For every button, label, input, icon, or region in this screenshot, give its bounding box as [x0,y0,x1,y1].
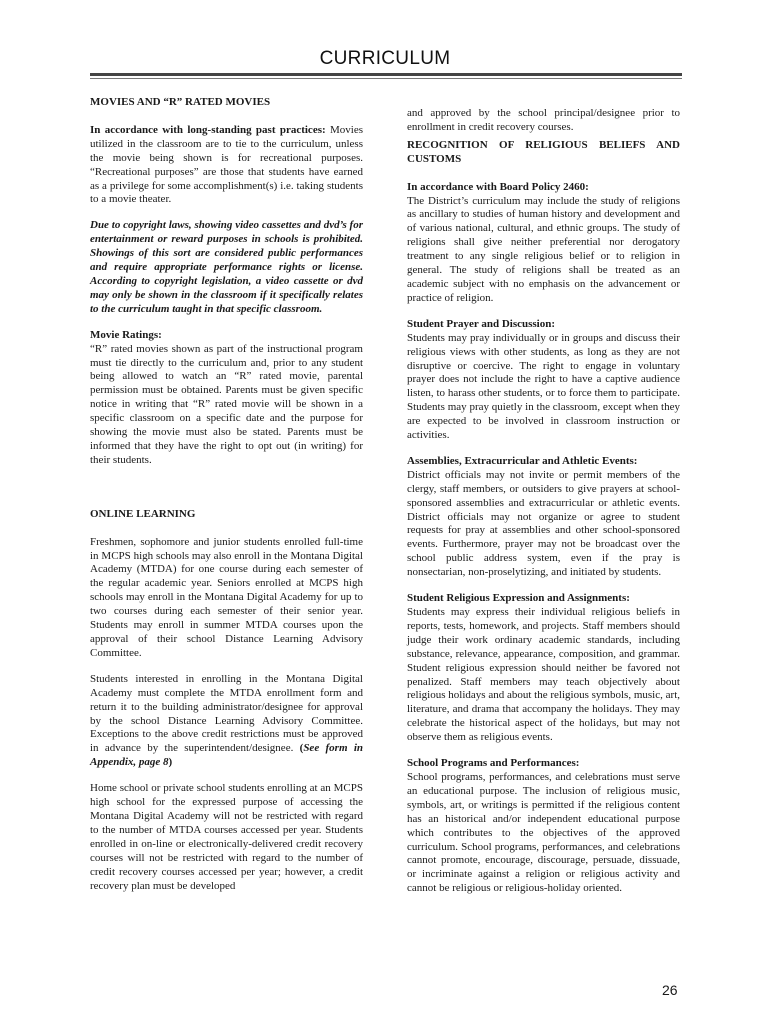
expression-text: Students may express their individual religious beliefs in reports, tests, homework, and projects. Staff members should judge their work ordinary academic standards, including substance, relevance, appearance, composition, and grammar. Student religious expression should neither be favored not penalized. Staff members may teach objectively about religious holidays and about the religious symbols, music, art, literature, and drama that accompany the holidays. They may celebrate the historical aspect of the holidays, but may not observe them as religious events. [407,606,680,744]
header-rule-thin [90,78,682,79]
movies-lead: In accordance with long-standing past practices: [90,123,326,136]
appendix-reference: See form in Appendix, page 8 [90,742,363,769]
movies-section-title: MOVIES AND “R” RATED MOVIES [90,96,271,108]
policy-label: In accordance with Board Policy 2460: [407,180,589,193]
expression-label: Student Religious Expression and Assignments: [407,592,630,605]
appendix-open-paren: ( [299,742,304,755]
movie-ratings-label: Movie Ratings: [90,328,162,341]
religion-section-title: RECOGNITION OF RELIGIOUS BELIEFS AND CUSTOMS [407,138,680,165]
page-number: 26 [662,982,678,998]
left-column [90,96,363,893]
prayer-text: Students may pray individually or in groups and discuss their religious views with other students, as long as they are not disruptive or coercive. The right to engage in voluntary prayer does not include the right to have a captive audience listen, to harass other students, or to force them to participate. Students may pray quietly in the classroom, except when they are expected to be involved in classroom instruction or activities. [407,331,680,442]
programs-label: School Programs and Performances: [407,757,580,770]
policy-text: The District’s curriculum may include the study of religions as ancillary to studies of human history and development and of various national, cultural, and ethnic groups. The study of religions shall give neither preferential nor derogatory treatment to any single religious belief or to religion in general. The study of religions shall be treated as an academic subject with no emphasis on the advancement or practice of religion. [407,194,680,304]
online-paragraph-2 [90,673,363,770]
appendix-close-paren: ) [168,756,173,769]
prayer-label: Student Prayer and Discussion: [407,317,556,330]
online-paragraph-1: Freshmen, sophomore and junior students enrolled full-time in MCPS high schools may also enroll in the Montana Digital Academy (MTDA) for one course during each semester of the regular academic year. Seniors enrolled at MCPS high schools may enroll in the Montana Digital Academy for up to two courses during each semester of their senior year. Students may enroll in summer MTDA courses upon the approval of their school Distance Learning Advisory Committee. [90,535,363,659]
header-rule-thick [90,73,682,76]
movie-ratings-text: “R” rated movies shown as part of the instructional program must tie directly to the curriculum and, prior to any student being allowed to watch an “R” rated movie, parental permission must be obtained. Parents must be given specific notice in writing that “R” rated movie will be shown in a specific classroom on a specific date and the purpose for showing the movie must also be stated. Parents must be informed that they have the right to opt out (in writing) for their students. [90,342,363,466]
page-title: CURRICULUM [319,48,451,69]
assemblies-text: District officials may not invite or permit members of the clergy, staff members, or outsiders to give prayers at school-sponsored assemblies and extracurricular or athletic events. District officials may not organize or agree to student requests for pray at assemblies and other school-sponsored events. Furthermore, prayer may not be broadcast over the school public address system, even if the pray is nonsectarian, non-proselytizing, and initiated by students. [407,468,680,579]
online-paragraph-3-continued: and approved by the school principal/designee prior to enrollment in credit recovery courses. [407,107,680,133]
assemblies-label: Assemblies, Extracurricular and Athletic Events: [407,454,638,467]
online-learning-title: ONLINE LEARNING [90,507,196,520]
movies-paragraph [90,124,363,207]
online-paragraph-3: Home school or private school students enrolling at an MCPS high school for the expressed purpose of accessing the Montana Digital Academy will not be restricted with regard to the number of MTDA courses accessed per year. Students enrolled in on-line or electronically-delivered credit recovery courses will not be restricted with regard to the number of credit recovery courses accessed per year; however, a credit recovery plan must be developed [90,782,363,892]
movies-text: Movies utilized in the classroom are to tie to the curriculum, unless the movie being shown is for recreational purposes. “Recreational purposes” are those that students have earned as a privilege for some accomplishment(s) i.e. taking students to a movie theater. [90,123,364,206]
copyright-notice: Due to copyright laws, showing video cassettes and dvd’s for entertainment or reward purposes in schools is prohibited. Showings of this sort are considered public performances and require appropriate performance rights or license. According to copyright legislation, a video cassette or dvd may only be shown in the classroom if it specifically relates to the curriculum taught in that specific classroom. [90,219,363,315]
online-paragraph-2-text: Students interested in enrolling in the Montana Digital Academy must complete the MTDA enrollment form and return it to the building administrator/designee for approval by the school Distance Learning Advisory Committee. Exceptions to the above credit restrictions must be approved in advance by the superintendent/designee. [90,672,363,755]
right-column [407,107,680,896]
programs-text: School programs, performances, and celebrations must serve an educational purpose. The inclusion of religious music, symbols, art, or writings is permitted if the religious content has an historical and/or independent educational purpose which contributes to the objectives of the approved curriculum. School programs, performances, and celebrations cannot promote, encourage, discourage, persuade, dissuade, or incriminate against a religion or religious activity and cannot be religious or religious-holiday oriented. [407,770,680,895]
